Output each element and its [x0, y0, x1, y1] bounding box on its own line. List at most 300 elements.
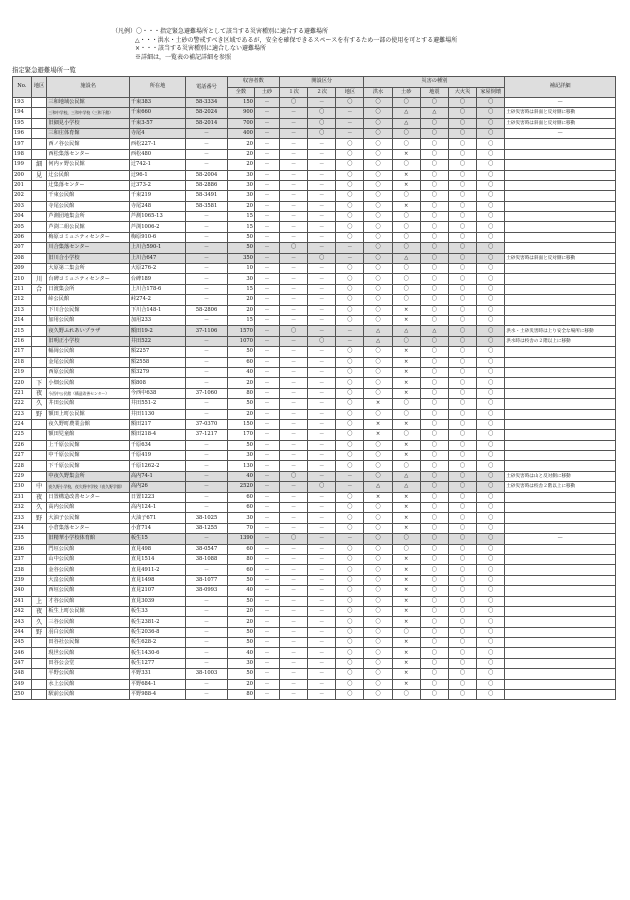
row-kaisetsu-1: － — [280, 274, 308, 284]
row-address: 板生1277 — [129, 658, 185, 668]
row-earthquake: 〇 — [420, 222, 448, 232]
row-fire: 〇 — [448, 554, 476, 564]
row-collapse: 〇 — [477, 160, 505, 170]
table-row — [13, 523, 616, 533]
row-address: 板生2381-2 — [129, 617, 185, 627]
row-capacity: 40 — [227, 367, 254, 377]
row-note — [505, 544, 616, 554]
row-area — [31, 367, 47, 377]
row-area: 久 — [31, 617, 47, 627]
row-number: 236 — [13, 544, 32, 554]
row-collapse: 〇 — [477, 430, 505, 440]
row-collapse: 〇 — [477, 419, 505, 429]
header-area: 地区 — [31, 77, 47, 98]
row-number: 199 — [13, 160, 32, 170]
row-kaisetsu-chiku: 〇 — [336, 149, 364, 159]
row-kaisetsu-2: － — [308, 575, 336, 585]
table-row — [13, 367, 616, 377]
row-kaisetsu-chiku: 〇 — [336, 461, 364, 471]
row-tel: － — [186, 690, 228, 700]
table-row — [13, 575, 616, 585]
header-name: 施設名 — [47, 77, 129, 98]
row-earthquake: 〇 — [420, 388, 448, 398]
row-tel: － — [186, 658, 228, 668]
row-fire: 〇 — [448, 544, 476, 554]
table-row — [13, 451, 616, 461]
row-name: 中千原公民館 — [47, 451, 129, 461]
row-number: 193 — [13, 97, 32, 107]
row-earthquake: 〇 — [420, 347, 448, 357]
row-kaisetsu-chiku: 〇 — [336, 575, 364, 585]
row-capacity: 50 — [227, 347, 254, 357]
row-capacity-landslide: － — [254, 503, 279, 513]
row-number: 250 — [13, 690, 32, 700]
row-name: 西原公民館 — [47, 367, 129, 377]
row-capacity: 50 — [227, 232, 254, 242]
row-earthquake: 〇 — [420, 440, 448, 450]
row-area — [31, 180, 47, 190]
row-address: 千原419 — [129, 451, 185, 461]
row-name: 田谷社公民館 — [47, 638, 129, 648]
row-area — [31, 440, 47, 450]
row-capacity-landslide: － — [254, 554, 279, 564]
row-note — [505, 367, 616, 377]
row-number: 197 — [13, 139, 32, 149]
row-capacity: 30 — [227, 513, 254, 523]
row-capacity-landslide: － — [254, 139, 279, 149]
table-row — [13, 606, 616, 616]
row-earthquake: 〇 — [420, 565, 448, 575]
row-kaisetsu-1: － — [280, 492, 308, 502]
row-tel: 38-0547 — [186, 544, 228, 554]
row-kaisetsu-chiku: 〇 — [336, 388, 364, 398]
row-fire: 〇 — [448, 295, 476, 305]
row-capacity-landslide: － — [254, 128, 279, 138]
row-kaisetsu-2: － — [308, 284, 336, 294]
row-flood: 〇 — [364, 222, 392, 232]
row-capacity-landslide: － — [254, 170, 279, 180]
row-kaisetsu-1: － — [280, 170, 308, 180]
row-tel: － — [186, 212, 228, 222]
row-area: 中 — [31, 482, 47, 492]
row-name: 何内ヶ野公民館 — [47, 160, 129, 170]
row-flood: 〇 — [364, 617, 392, 627]
row-tel: 58-3334 — [186, 97, 228, 107]
row-flood: 〇 — [364, 284, 392, 294]
row-kaisetsu-chiku: 〇 — [336, 295, 364, 305]
row-landslide: × — [392, 357, 420, 367]
table-row — [13, 180, 616, 190]
row-landslide: × — [392, 419, 420, 429]
row-capacity-landslide: － — [254, 544, 279, 554]
row-tel: － — [186, 606, 228, 616]
row-number: 198 — [13, 149, 32, 159]
row-kaisetsu-2: － — [308, 222, 336, 232]
row-address: 板生2036-8 — [129, 627, 185, 637]
row-tel: － — [186, 295, 228, 305]
row-number: 245 — [13, 638, 32, 648]
row-name: 板生上町公民館 — [47, 606, 129, 616]
table-row — [13, 274, 616, 284]
row-kaisetsu-2: － — [308, 534, 336, 544]
row-capacity-landslide: － — [254, 212, 279, 222]
row-area: 細 — [31, 160, 47, 170]
row-tel: － — [186, 492, 228, 502]
row-fire: 〇 — [448, 201, 476, 211]
row-fire: 〇 — [448, 565, 476, 575]
row-tel: － — [186, 648, 228, 658]
row-capacity-landslide: － — [254, 378, 279, 388]
row-note — [505, 201, 616, 211]
row-capacity: 80 — [227, 388, 254, 398]
row-capacity: 15 — [227, 284, 254, 294]
row-landslide: 〇 — [392, 160, 420, 170]
row-name: 日置構造改善センター — [47, 492, 129, 502]
row-capacity-landslide: － — [254, 575, 279, 585]
row-kaisetsu-chiku: 〇 — [336, 274, 364, 284]
row-fire: 〇 — [448, 284, 476, 294]
row-address: 小倉714 — [129, 523, 185, 533]
row-kaisetsu-chiku: 〇 — [336, 679, 364, 689]
table-header — [13, 77, 616, 98]
row-note — [505, 232, 616, 242]
row-area — [31, 253, 47, 263]
row-note: 洪水時は校舎の２階以上に移動 — [505, 336, 616, 346]
row-collapse: 〇 — [477, 638, 505, 648]
row-kaisetsu-2: － — [308, 315, 336, 325]
table-row — [13, 212, 616, 222]
table-row — [13, 139, 616, 149]
header-disaster: 災害の種別 — [364, 77, 505, 88]
row-capacity: 50 — [227, 399, 254, 409]
table-row — [13, 586, 616, 596]
row-kaisetsu-1: － — [280, 295, 308, 305]
row-tel: 38-0993 — [186, 586, 228, 596]
row-capacity: 60 — [227, 544, 254, 554]
row-flood: 〇 — [364, 128, 392, 138]
row-collapse: 〇 — [477, 492, 505, 502]
row-collapse: 〇 — [477, 180, 505, 190]
row-capacity-landslide: － — [254, 669, 279, 679]
row-note — [505, 295, 616, 305]
row-note — [505, 357, 616, 367]
row-kaisetsu-2: － — [308, 378, 336, 388]
row-tel: － — [186, 243, 228, 253]
row-fire: 〇 — [448, 482, 476, 492]
row-kaisetsu-chiku: 〇 — [336, 565, 364, 575]
row-fire: 〇 — [448, 409, 476, 419]
row-landslide: △ — [392, 253, 420, 263]
row-kaisetsu-2: － — [308, 617, 336, 627]
row-kaisetsu-2: － — [308, 669, 336, 679]
row-fire: 〇 — [448, 690, 476, 700]
row-address: 井田522 — [129, 336, 185, 346]
row-capacity-landslide: － — [254, 451, 279, 461]
row-area — [31, 471, 47, 481]
row-capacity-landslide: － — [254, 160, 279, 170]
row-address: 辻742-1 — [129, 160, 185, 170]
row-kaisetsu-2: 〇 — [308, 482, 336, 492]
row-tel: － — [186, 503, 228, 513]
row-address: 芦測1065-13 — [129, 212, 185, 222]
row-tel: － — [186, 274, 228, 284]
row-landslide: 〇 — [392, 284, 420, 294]
row-note — [505, 160, 616, 170]
row-kaisetsu-2: － — [308, 357, 336, 367]
row-capacity-landslide: － — [254, 326, 279, 336]
row-capacity-landslide: － — [254, 222, 279, 232]
row-number: 238 — [13, 565, 32, 575]
row-capacity-landslide: － — [254, 97, 279, 107]
row-kaisetsu-2: － — [308, 648, 336, 658]
row-capacity: 400 — [227, 128, 254, 138]
header-no: No. — [13, 77, 32, 98]
row-number: 249 — [13, 679, 32, 689]
row-kaisetsu-2: － — [308, 160, 336, 170]
row-number: 242 — [13, 606, 32, 616]
row-kaisetsu-chiku: 〇 — [336, 357, 364, 367]
table-row — [13, 388, 616, 398]
row-earthquake: 〇 — [420, 295, 448, 305]
row-earthquake: 〇 — [420, 471, 448, 481]
row-flood: 〇 — [364, 367, 392, 377]
row-kaisetsu-1: － — [280, 357, 308, 367]
row-kaisetsu-2: － — [308, 347, 336, 357]
row-kaisetsu-chiku: 〇 — [336, 586, 364, 596]
row-collapse: 〇 — [477, 461, 505, 471]
row-landslide: × — [392, 149, 420, 159]
row-kaisetsu-2: － — [308, 367, 336, 377]
row-address: 額3279 — [129, 367, 185, 377]
row-landslide: × — [392, 451, 420, 461]
row-name: 現世公民館 — [47, 648, 129, 658]
table-row — [13, 160, 616, 170]
row-flood: 〇 — [364, 347, 392, 357]
row-flood: 〇 — [364, 212, 392, 222]
row-number: 208 — [13, 253, 32, 263]
row-tel: － — [186, 565, 228, 575]
table-row — [13, 108, 616, 118]
row-landslide: × — [392, 315, 420, 325]
row-capacity: 20 — [227, 617, 254, 627]
row-kaisetsu-1: － — [280, 139, 308, 149]
row-kaisetsu-2: － — [308, 232, 336, 242]
row-earthquake: 〇 — [420, 118, 448, 128]
row-kaisetsu-1: － — [280, 586, 308, 596]
row-earthquake: 〇 — [420, 243, 448, 253]
row-fire: 〇 — [448, 118, 476, 128]
row-capacity-landslide: － — [254, 513, 279, 523]
row-kaisetsu-1: － — [280, 336, 308, 346]
row-fire: 〇 — [448, 326, 476, 336]
row-earthquake: 〇 — [420, 690, 448, 700]
row-kaisetsu-2: 〇 — [308, 118, 336, 128]
row-number: 248 — [13, 669, 32, 679]
row-earthquake: 〇 — [420, 669, 448, 679]
row-area — [31, 232, 47, 242]
row-note — [505, 575, 616, 585]
row-landslide: 〇 — [392, 191, 420, 201]
row-kaisetsu-1: 〇 — [280, 97, 308, 107]
row-address: 高内26 — [129, 482, 185, 492]
row-flood: △ — [364, 336, 392, 346]
row-collapse: 〇 — [477, 367, 505, 377]
header-landslide: 土砂 — [392, 87, 420, 97]
row-name: 西ノ谷公民館 — [47, 139, 129, 149]
row-note — [505, 212, 616, 222]
row-fire: 〇 — [448, 274, 476, 284]
row-name: 夜久野小学校，夜久野中学校（夜久野学園） — [47, 482, 129, 492]
row-landslide: 〇 — [392, 336, 420, 346]
legend — [112, 28, 457, 62]
row-note — [505, 139, 616, 149]
row-name: 旧細見小学校 — [47, 118, 129, 128]
row-earthquake: 〇 — [420, 367, 448, 377]
row-note: ― — [505, 534, 616, 544]
row-address: 寺尾4 — [129, 128, 185, 138]
row-kaisetsu-chiku: 〇 — [336, 232, 364, 242]
row-area: 野 — [31, 409, 47, 419]
row-number: 200 — [13, 170, 32, 180]
header-k2: ２次 — [308, 87, 336, 97]
row-capacity-landslide: － — [254, 565, 279, 575]
header-note: 補記詳細 — [505, 77, 616, 98]
row-collapse: 〇 — [477, 679, 505, 689]
row-landslide: × — [392, 606, 420, 616]
row-address: 直見2107 — [129, 586, 185, 596]
table-row — [13, 534, 616, 544]
row-collapse: 〇 — [477, 482, 505, 492]
row-flood: 〇 — [364, 378, 392, 388]
row-name: 田谷公会堂 — [47, 658, 129, 668]
shelter-table — [12, 76, 616, 700]
row-fire: 〇 — [448, 97, 476, 107]
row-address: 額808 — [129, 378, 185, 388]
row-landslide: 〇 — [392, 295, 420, 305]
row-kaisetsu-2: － — [308, 461, 336, 471]
row-flood: 〇 — [364, 274, 392, 284]
row-note: ― — [505, 128, 616, 138]
row-name: 小畑公民館 — [47, 378, 129, 388]
row-name: 額田児童館 — [47, 430, 129, 440]
row-kaisetsu-chiku: － — [336, 534, 364, 544]
row-kaisetsu-1: － — [280, 503, 308, 513]
row-name: 三谷公民館 — [47, 617, 129, 627]
row-address: 加用233 — [129, 315, 185, 325]
row-earthquake: 〇 — [420, 378, 448, 388]
row-name: 大油子公民館 — [47, 513, 129, 523]
row-fire: 〇 — [448, 430, 476, 440]
row-address: 直見3039 — [129, 596, 185, 606]
row-area — [31, 108, 47, 118]
row-kaisetsu-chiku: 〇 — [336, 222, 364, 232]
row-number: 219 — [13, 367, 32, 377]
row-kaisetsu-2: － — [308, 565, 336, 575]
row-collapse: 〇 — [477, 690, 505, 700]
row-fire: 〇 — [448, 305, 476, 315]
header-collapse: 家屋倒壊 — [477, 87, 505, 97]
row-number: 195 — [13, 118, 32, 128]
row-name: 大原第二集会所 — [47, 264, 129, 274]
row-area — [31, 679, 47, 689]
row-address: 今西中638 — [129, 388, 185, 398]
row-name: 寺尾公民館 — [47, 201, 129, 211]
row-earthquake: △ — [420, 326, 448, 336]
row-earthquake: 〇 — [420, 284, 448, 294]
row-kaisetsu-1: － — [280, 648, 308, 658]
row-kaisetsu-1: － — [280, 201, 308, 211]
row-collapse: 〇 — [477, 388, 505, 398]
row-name: 羽白公民館 — [47, 627, 129, 637]
row-capacity: 350 — [227, 253, 254, 263]
row-kaisetsu-2: － — [308, 627, 336, 637]
row-note — [505, 503, 616, 513]
row-earthquake: 〇 — [420, 139, 448, 149]
row-fire: 〇 — [448, 212, 476, 222]
row-fire: 〇 — [448, 669, 476, 679]
row-collapse: 〇 — [477, 658, 505, 668]
table-row — [13, 544, 616, 554]
row-flood: 〇 — [364, 638, 392, 648]
row-kaisetsu-1: － — [280, 305, 308, 315]
row-flood: 〇 — [364, 191, 392, 201]
row-collapse: 〇 — [477, 97, 505, 107]
row-kaisetsu-2: － — [308, 419, 336, 429]
row-kaisetsu-chiku: － — [336, 336, 364, 346]
table-row — [13, 617, 616, 627]
row-collapse: 〇 — [477, 503, 505, 513]
row-capacity: 50 — [227, 440, 254, 450]
row-flood: 〇 — [364, 315, 392, 325]
row-capacity-landslide: － — [254, 606, 279, 616]
row-note — [505, 658, 616, 668]
row-capacity: 20 — [227, 606, 254, 616]
row-kaisetsu-chiku: 〇 — [336, 212, 364, 222]
row-landslide: △ — [392, 482, 420, 492]
row-kaisetsu-2: － — [308, 430, 336, 440]
table-row — [13, 326, 616, 336]
row-kaisetsu-1: － — [280, 440, 308, 450]
row-landslide: 〇 — [392, 399, 420, 409]
row-note — [505, 638, 616, 648]
row-fire: 〇 — [448, 139, 476, 149]
row-kaisetsu-1: － — [280, 253, 308, 263]
row-number: 215 — [13, 326, 32, 336]
row-name: 西垣公民館 — [47, 586, 129, 596]
row-earthquake: 〇 — [420, 482, 448, 492]
row-note — [505, 191, 616, 201]
row-name: 高内公民館 — [47, 503, 129, 513]
row-flood: 〇 — [364, 108, 392, 118]
row-number: 231 — [13, 492, 32, 502]
row-fire: 〇 — [448, 160, 476, 170]
row-tel: 37-1106 — [186, 326, 228, 336]
row-capacity-landslide: － — [254, 648, 279, 658]
row-address: 額田218-4 — [129, 430, 185, 440]
row-collapse: 〇 — [477, 118, 505, 128]
row-name: 旧明正小学校 — [47, 336, 129, 346]
row-landslide: × — [392, 565, 420, 575]
row-kaisetsu-2: 〇 — [308, 108, 336, 118]
table-row — [13, 315, 616, 325]
row-flood: 〇 — [364, 544, 392, 554]
row-capacity-landslide: － — [254, 191, 279, 201]
row-area — [31, 638, 47, 648]
row-fire: 〇 — [448, 264, 476, 274]
row-fire: 〇 — [448, 191, 476, 201]
row-collapse: 〇 — [477, 222, 505, 232]
row-kaisetsu-1: － — [280, 482, 308, 492]
